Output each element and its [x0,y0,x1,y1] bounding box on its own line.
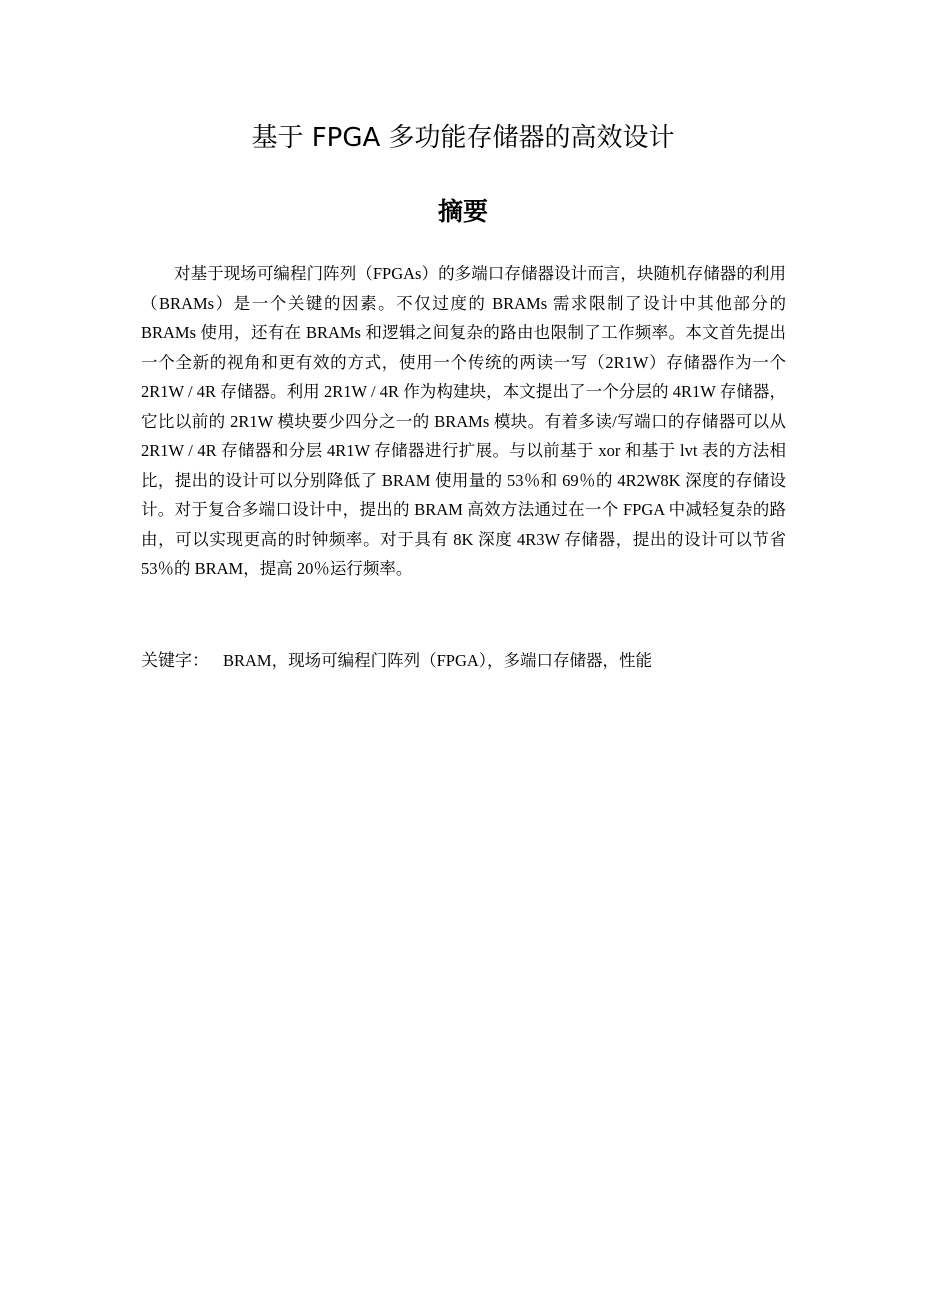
keywords-line [141,646,786,676]
abstract-paragraph: 对基于现场可编程门阵列（FPGAs）的多端口存储器设计而言，块随机存储器的利用（BRAMs）是一个关键的因素。不仅过度的 BRAMs 需求限制了设计中其他部分的 BRAMs 使用，还有在 BRAMs 和逻辑之间复杂的路由也限制了工作频率。本文首先提出一个全新的视角和更有效的方式，使用一个传统的两读一写（2R1W）存储器作为一个 2R1W / 4R 存储器。利用 2R1W / 4R 作为构建块，本文提出了一个分层的 4R1W 存储器，它比以前的 2R1W 模块要少四分之一的 BRAMs 模块。有着多读/写端口的存储器可以从 2R1W / 4R 存储器和分层 4R1W 存储器进行扩展。与以前基于 xor 和基于 lvt 表的方法相比，提出的设计可以分别降低了 BRAM 使用量的 53％和 69％的 4R2W8K 深度的存储设计。对于复合多端口设计中，提出的 BRAM 高效方法通过在一个 FPGA 中减轻复杂的路由，可以实现更高的时钟频率。对于具有 8K 深度 4R3W 存储器，提出的设计可以节省 53％的 BRAM，提高 20％运行频率。 [141,264,786,578]
keywords-text: BRAM，现场可编程门阵列（FPGA），多端口存储器，性能 [223,651,653,670]
document-title: 基于 FPGA 多功能存储器的高效设计 [251,123,675,153]
abstract-heading: 摘要 [437,197,488,226]
keywords-label: 关键字： [141,651,209,671]
